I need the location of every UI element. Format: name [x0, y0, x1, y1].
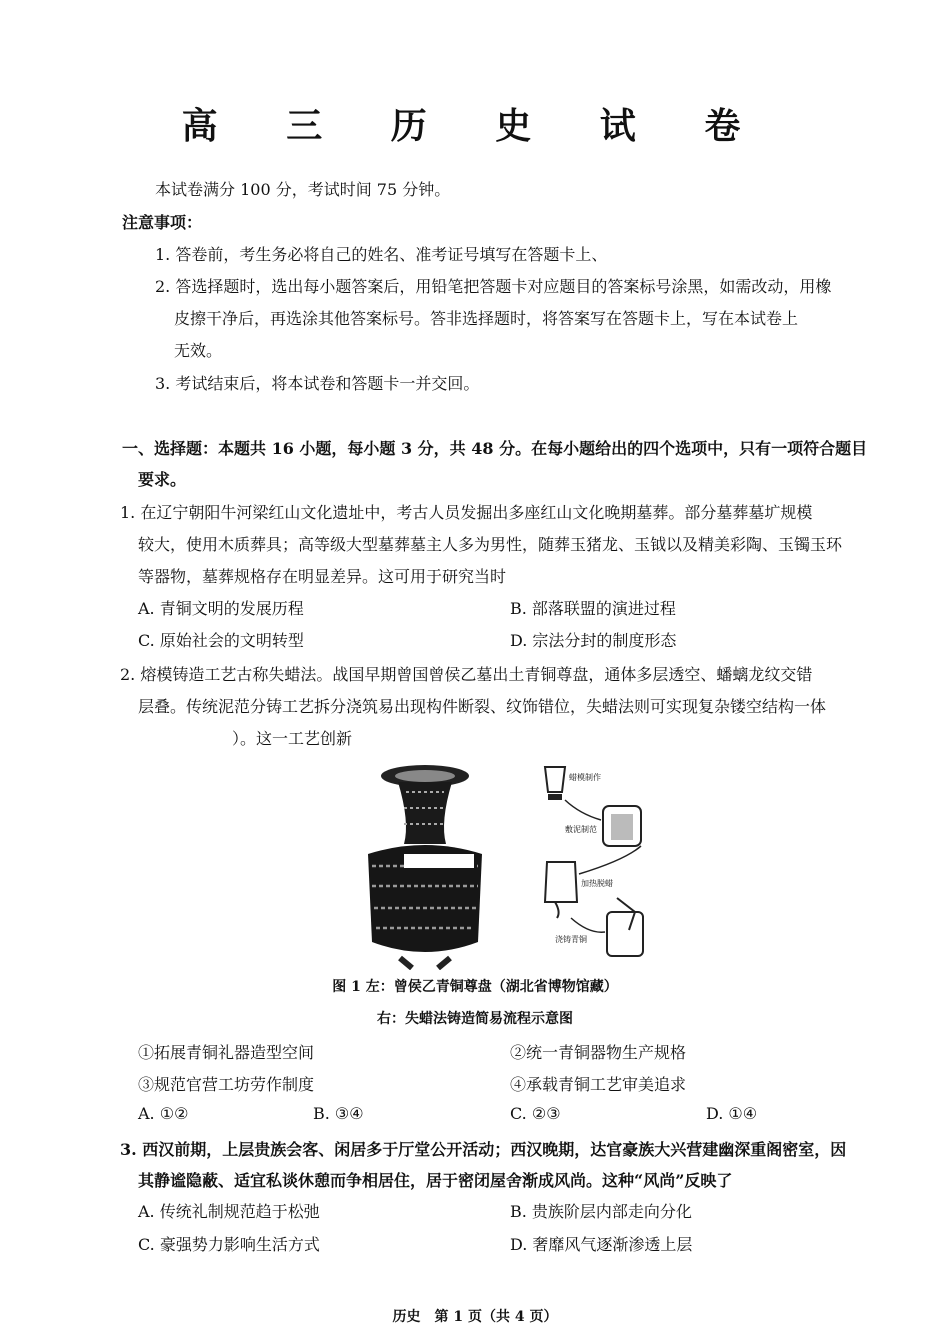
figure-caption: 图 1 左：曾侯乙青铜尊盘（湖北省博物馆藏）: [332, 979, 618, 995]
intro-text: 本试卷满分 100 分，考试时间 75 分钟。: [155, 180, 451, 199]
notice-item: 无效。: [174, 341, 223, 360]
q2-statement: ①拓展青铜礼器造型空间: [138, 1043, 315, 1062]
q2-stem: 层叠。传统泥范分铸工艺拆分浇筑易出现构件断裂、纹饰错位，失蜡法则可实现复杂镂空结构一体: [138, 697, 827, 716]
q1-option-d: D. 宗法分封的制度形态: [510, 631, 677, 650]
figure-caption: 右：失蜡法铸造简易流程示意图: [377, 1011, 573, 1027]
section-heading: 一、选择题：本题共 16 小题，每小题 3 分，共 48 分。在每小题给出的四个选项中，只有一项符合题目: [122, 439, 868, 458]
flow-step-label: 浇铸青铜: [555, 935, 587, 944]
q1-option-a: A. 青铜文明的发展历程: [138, 599, 304, 618]
page-footer: 历史 第 1 页（共 4 页）: [392, 1309, 558, 1325]
q1-stem: 1. 在辽宁朝阳牛河梁红山文化遗址中，考古人员发掘出多座红山文化晚期墓葬。部分墓葬墓圹规模: [120, 503, 813, 522]
notice-item: 1. 答卷前，考生务必将自己的姓名、准考证号填写在答题卡上、: [155, 245, 608, 264]
flow-step-label: 蜡模制作: [569, 773, 601, 782]
flow-step-label: 加热脱蜡: [581, 879, 613, 888]
q3-option-a: A. 传统礼制规范趋于松弛: [138, 1202, 320, 1221]
q2-stem: 2. 熔模铸造工艺古称失蜡法。战国早期曾国曾侯乙墓出土青铜尊盘，通体多层透空、蟠螭龙纹交错: [120, 665, 813, 684]
q1-option-c: C. 原始社会的文明转型: [138, 631, 304, 650]
q2-option-a: A. ①②: [138, 1104, 189, 1123]
q3-stem: 其静谧隐蔽、适宜私谈休憩而争相居住，居于密闭屋舍渐成风尚。这种“风尚”反映了: [138, 1171, 733, 1190]
flow-step-label: 敷泥制范: [565, 825, 597, 834]
q2-stem: ）。这一工艺创新: [232, 729, 353, 748]
q2-option-d: D. ①④: [706, 1104, 758, 1123]
notice-item: 2. 答选择题时，选出每小题答案后，用铅笔把答题卡对应题目的答案标号涂黑，如需改动，用橡: [155, 277, 832, 296]
bronze-vessel-image: [360, 762, 490, 970]
q1-stem: 等器物，墓葬规格存在明显差异。这可用于研究当时: [138, 567, 507, 586]
q2-statement: ②统一青铜器物生产规格: [510, 1043, 687, 1062]
q3-option-d: D. 奢靡风气逐渐渗透上层: [510, 1235, 693, 1254]
q3-option-b: B. 贵族阶层内部走向分化: [510, 1202, 692, 1221]
q2-option-c: C. ②③: [510, 1104, 561, 1123]
lost-wax-flow-diagram: [535, 762, 670, 964]
section-heading-cont: 要求。: [138, 470, 187, 489]
q2-option-b: B. ③④: [313, 1104, 364, 1123]
q2-statement: ③规范官营工坊劳作制度: [138, 1075, 315, 1094]
q1-stem: 较大，使用木质葬具；高等级大型墓葬墓主人多为男性，随葬玉猪龙、玉钺以及精美彩陶、玉镯玉环: [138, 535, 843, 554]
q1-option-b: B. 部落联盟的演进过程: [510, 599, 676, 618]
notice-item: 皮擦干净后，再选涂其他答案标号。答非选择题时，将答案写在答题卡上，写在本试卷上: [174, 309, 799, 328]
q3-stem: 3. 西汉前期，上层贵族会客、闲居多于厅堂公开活动；西汉晚期，达官豪族大兴营建幽深重阁密室，因: [120, 1140, 847, 1159]
page-title: 高 三 历 史 试 卷: [181, 106, 769, 147]
q2-statement: ④承载青铜工艺审美追求: [510, 1075, 687, 1094]
notice-item: 3. 考试结束后，将本试卷和答题卡一并交回。: [155, 374, 480, 393]
notice-heading: 注意事项：: [122, 213, 203, 232]
q3-option-c: C. 豪强势力影响生活方式: [138, 1235, 320, 1254]
